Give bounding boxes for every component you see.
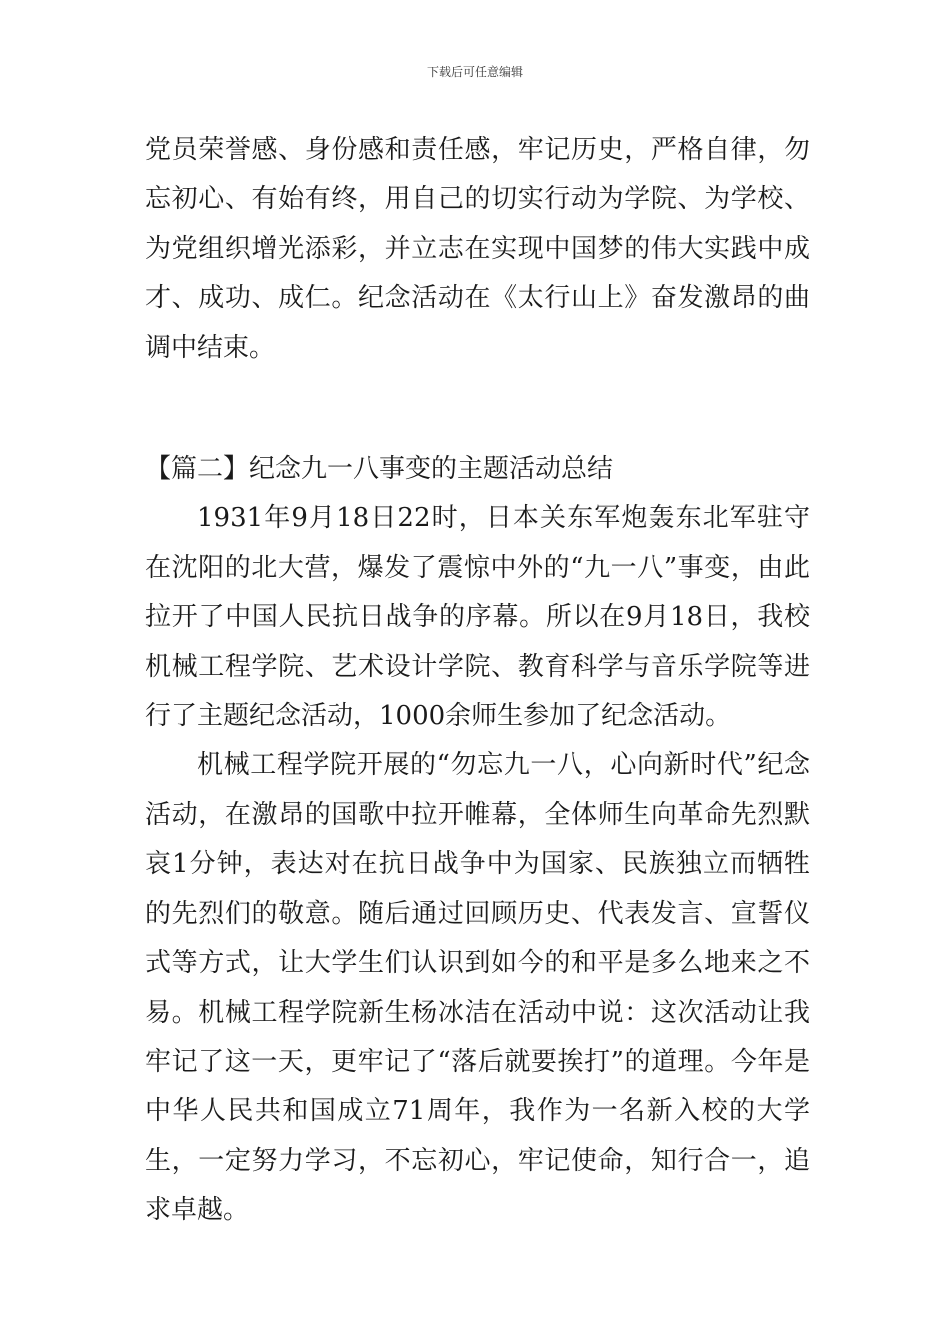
continued-paragraph: 党员荣誉感、身份感和责任感，牢记历史，严格自律，勿忘初心、有始有终，用自己的切实行动为学院、为学校、为党组织增光添彩，并立志在实现中国梦的伟大实践中成才、成功、成仁。纪念活动在《太行山上》奋发激昂的曲调中结束。 bbox=[145, 135, 810, 363]
paragraph-2: 机械工程学院开展的“勿忘九一八，心向新时代”纪念活动，在激昂的国歌中拉开帷幕，全体师生向革命先烈默哀1分钟，表达对在抗日战争中为国家、民族独立而牺牲的先烈们的敬意。随后通过回顾历史、代表发言、宣誓仪式等方式，让大学生们认识到如今的和平是多么地来之不易。机械工程学院新生杨冰洁在活动中说：这次活动让我牢记了这一天，更牢记了“落后就要挨打”的道理。今年是中华人民共和国成立71周年，我作为一名新入校的大学生，一定努力学习，不忘初心，牢记使命，知行合一，追求卓越。 bbox=[145, 750, 810, 1226]
page-header-note: 下载后可任意编辑 bbox=[426, 65, 523, 79]
section-title: 【篇二】纪念九一八事变的主题活动总结 bbox=[145, 454, 614, 485]
section-spacer bbox=[145, 373, 810, 445]
document-body bbox=[145, 126, 810, 1236]
paragraph-1: 1931年9月18日22时，日本关东军炮轰东北军驻守在沈阳的北大营，爆发了震惊中外的“九一八”事变，由此拉开了中国人民抗日战争的序幕。所以在9月18日，我校机械工程学院、艺术设计学院、教育科学与音乐学院等进行了主题纪念活动，1000余师生参加了纪念活动。 bbox=[145, 503, 810, 732]
